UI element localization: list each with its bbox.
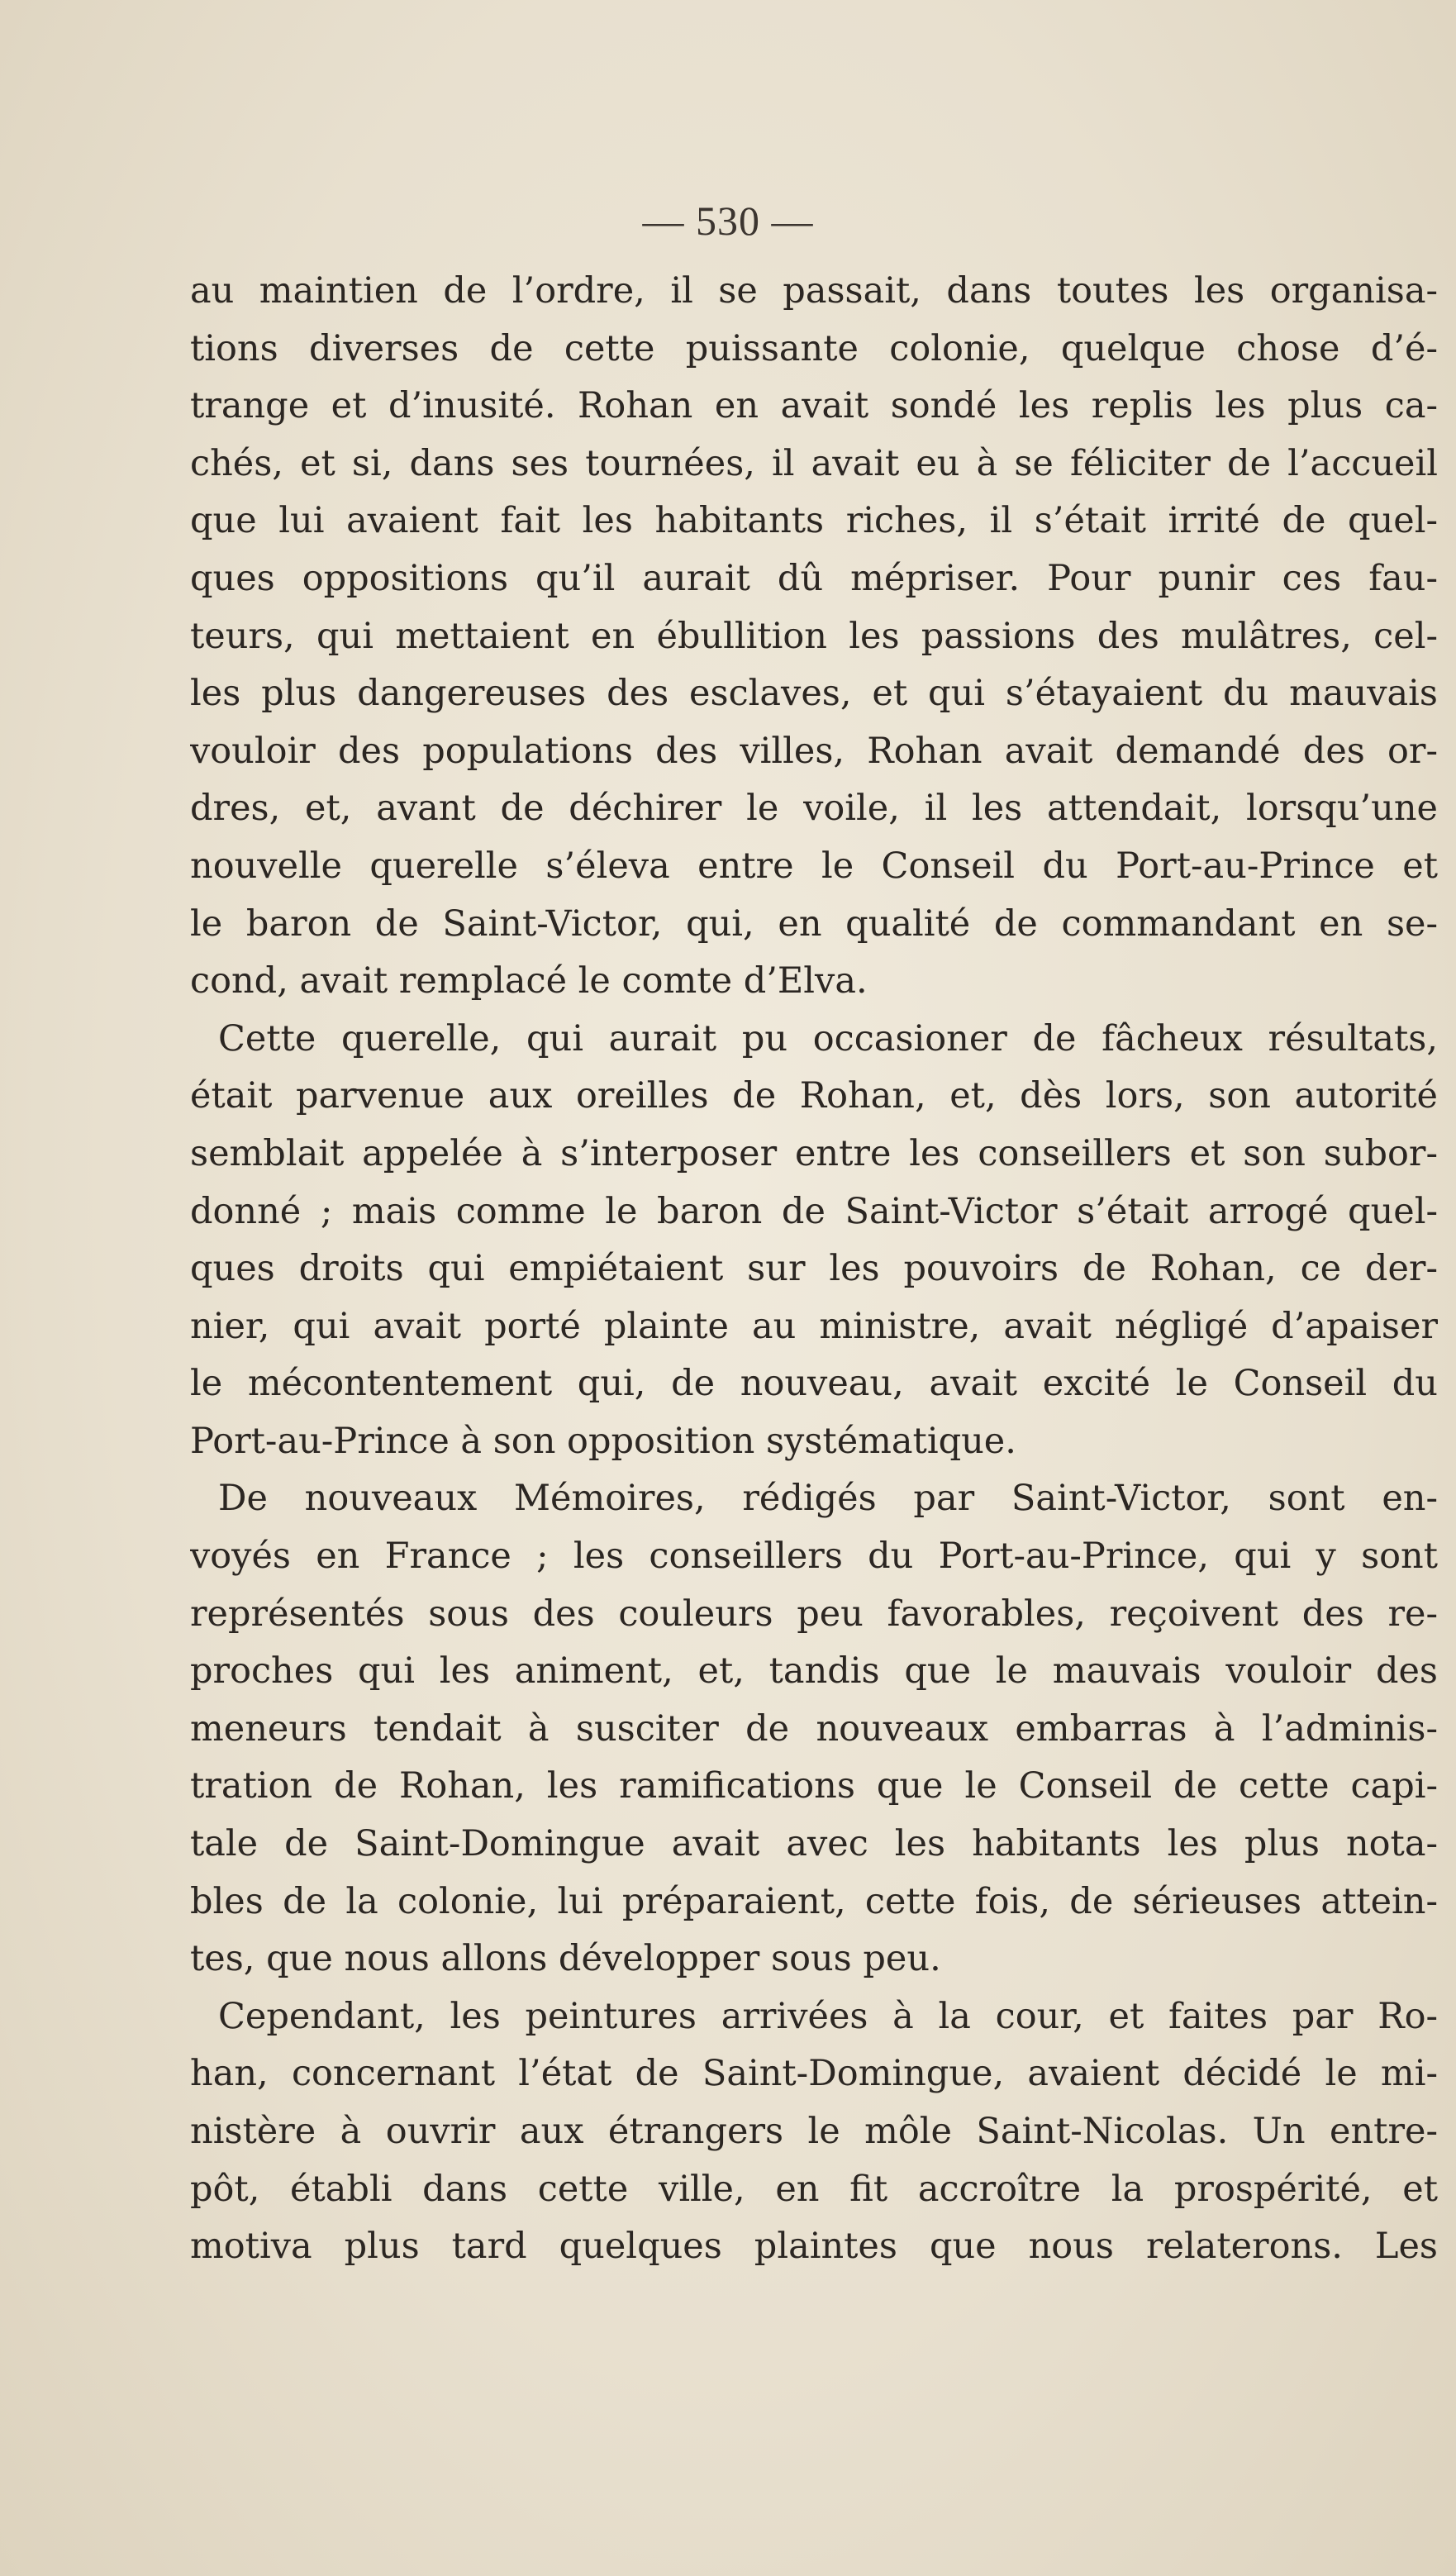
text-line: meneurs tendait à susciter de nouveaux embarras à l’adminis- — [190, 1707, 1438, 1750]
text-line: dres, et, avant de déchirer le voile, il les attendait, lorsqu’une — [190, 788, 1438, 830]
text-line: Cependant, les peintures arrivées à la cour, et faites par Ro- — [218, 1995, 1438, 2037]
page-number: — 530 — — [642, 198, 814, 244]
text-line: cond, avait remplacé le comte d’Elva. — [190, 960, 868, 1002]
text-line: au maintien de l’ordre, il se passait, dans toutes les organisa- — [190, 270, 1438, 312]
text-line: tration de Rohan, les ramifications que le Conseil de cette capi- — [190, 1765, 1438, 1807]
text-line: tions diverses de cette puissante colonie, quelque chose d’é- — [190, 327, 1438, 369]
text-line: pôt, établi dans cette ville, en fit accroître la prospérité, et — [190, 2168, 1438, 2210]
text-line: représentés sous des couleurs peu favorables, reçoivent des re- — [190, 1593, 1438, 1635]
text-line: nier, qui avait porté plainte au ministre, avait négligé d’apaiser — [190, 1305, 1438, 1347]
text-line: han, concernant l’état de Saint-Domingue, avaient décidé le mi- — [190, 2053, 1438, 2095]
text-line: trange et d’inusité. Rohan en avait sondé les replis les plus ca- — [190, 385, 1438, 427]
text-line: chés, et si, dans ses tournées, il avait eu à se féliciter de l’accueil — [190, 442, 1438, 484]
text-line: teurs, qui mettaient en ébullition les passions des mulâtres, cel- — [190, 615, 1438, 657]
text-line: Cette querelle, qui aurait pu occasioner de fâcheux résultats, — [218, 1017, 1438, 1059]
text-line: semblait appelée à s’interposer entre les conseillers et son subor- — [190, 1132, 1438, 1174]
text-line: vouloir des populations des villes, Rohan avait demandé des or- — [190, 730, 1438, 772]
text-line: le mécontentement qui, de nouveau, avait excité le Conseil du — [190, 1363, 1438, 1405]
text-line: était parvenue aux oreilles de Rohan, et, dès lors, son autorité — [190, 1075, 1438, 1117]
text-line: tale de Saint-Domingue avait avec les habitants les plus nota- — [190, 1823, 1438, 1865]
text-line: donné ; mais comme le baron de Saint-Victor s’était arrogé quel- — [190, 1190, 1438, 1232]
text-line: proches qui les animent, et, tandis que le mauvais vouloir des — [190, 1650, 1438, 1693]
text-line: nistère à ouvrir aux étrangers le môle Saint-Nicolas. Un entre- — [190, 2111, 1438, 2152]
text-line: tes, que nous allons développer sous peu. — [190, 1938, 941, 1980]
text-line: bles de la colonie, lui préparaient, cette fois, de sérieuses attein- — [190, 1880, 1438, 1922]
text-line: motiva plus tard quelques plaintes que nous relaterons. Les — [190, 2226, 1438, 2268]
text-line: De nouveaux Mémoires, rédigés par Saint-Victor, sont en- — [218, 1478, 1438, 1520]
text-line: que lui avaient fait les habitants riches, il s’était irrité de quel- — [190, 500, 1438, 542]
body-text — [190, 263, 1438, 2276]
text-line: nouvelle querelle s’éleva entre le Conseil du Port-au-Prince et — [190, 845, 1438, 887]
text-line: ques oppositions qu’il aurait dû mépriser. Pour punir ces fau- — [190, 557, 1438, 599]
text-line: Port-au-Prince à son opposition systématique. — [190, 1420, 1016, 1462]
text-line: ques droits qui empiétaient sur les pouvoirs de Rohan, ce der- — [190, 1248, 1438, 1290]
text-line: les plus dangereuses des esclaves, et qui s’étayaient du mauvais — [190, 673, 1438, 715]
text-line: voyés en France ; les conseillers du Port-au-Prince, qui y sont — [190, 1536, 1438, 1578]
text-line: le baron de Saint-Victor, qui, en qualité de commandant en se- — [190, 902, 1438, 945]
